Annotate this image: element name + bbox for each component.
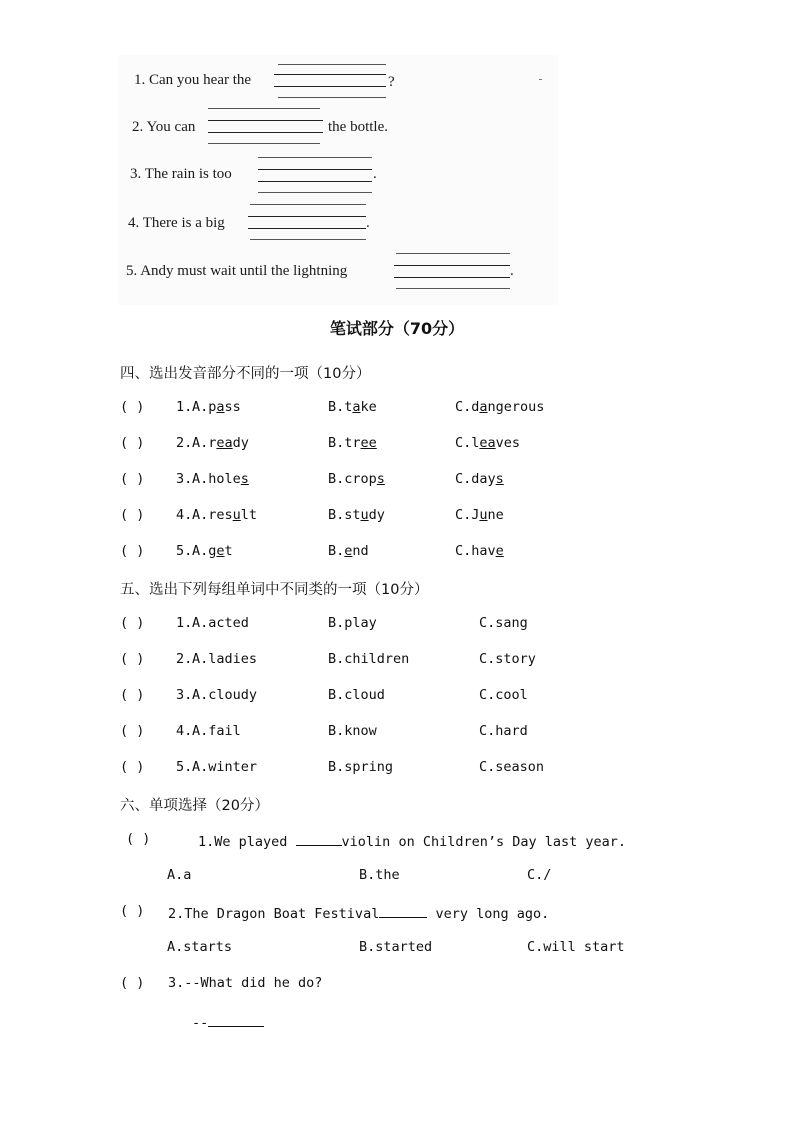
option-c[interactable]: C.story	[479, 651, 536, 667]
underlined-part: u	[232, 507, 241, 523]
option-a[interactable]	[192, 471, 249, 487]
item-number: 5.	[176, 759, 193, 775]
option-b[interactable]: B.play	[328, 615, 377, 631]
answer-line	[208, 143, 320, 144]
item-number: 3.	[130, 166, 142, 182]
word-part: dy	[368, 507, 385, 523]
item-number: 1.	[176, 399, 193, 415]
stem-start: 1.We played	[198, 834, 296, 850]
item-text: Andy must wait until the lightning	[140, 263, 348, 279]
listening-item-4	[128, 215, 225, 232]
answer-line	[258, 169, 372, 170]
option-b[interactable]: B.spring	[328, 759, 394, 775]
option-b[interactable]: B.children	[328, 651, 410, 667]
option-b[interactable]	[328, 435, 377, 451]
answer-line	[208, 108, 320, 109]
answer-line	[394, 277, 510, 278]
word-part: A.g	[192, 543, 217, 559]
fill-blank[interactable]	[296, 831, 342, 846]
word-part: nd	[352, 543, 369, 559]
item-number: 2.	[176, 435, 193, 451]
written-section-title: 笔试部分（70分）	[329, 319, 465, 338]
listening-item-2	[132, 119, 195, 136]
answer-bracket[interactable]: ( )	[120, 507, 145, 523]
question-stem	[198, 831, 626, 850]
scan-mark	[539, 79, 542, 80]
answer-bracket[interactable]: ( )	[120, 975, 145, 991]
question-3-answer	[192, 1012, 264, 1031]
section5-heading: 五、选出下列每组单词中不同类的一项（10分）	[120, 582, 429, 598]
option-a[interactable]: A.ladies	[192, 651, 258, 667]
option-c[interactable]: C./	[527, 867, 552, 883]
answer-bracket[interactable]: ( )	[120, 399, 145, 415]
word-part: dy	[232, 435, 249, 451]
stem-end: violin on Children’s Day last year.	[341, 834, 627, 850]
answer-bracket[interactable]: ( )	[120, 903, 145, 919]
listening-item-3	[130, 166, 232, 183]
word-part: C.day	[455, 471, 496, 487]
option-c[interactable]: C.cool	[479, 687, 528, 703]
answer-bracket[interactable]: ( )	[120, 759, 145, 775]
answer-bracket[interactable]: ( )	[120, 687, 145, 703]
underlined-part: s	[240, 471, 249, 487]
word-part: B.st	[328, 507, 361, 523]
item-number: 4.	[176, 723, 193, 739]
item-end: the bottle.	[328, 119, 388, 135]
answer-line	[250, 204, 366, 205]
option-c[interactable]	[455, 435, 520, 451]
stem-start: 2.The Dragon Boat Festival	[168, 906, 380, 922]
fill-blank[interactable]	[379, 903, 427, 918]
option-b[interactable]: B.the	[359, 867, 400, 883]
word-part: A.hole	[192, 471, 241, 487]
word-part: C.l	[455, 435, 480, 451]
item-text: You can	[146, 119, 196, 135]
option-c[interactable]	[455, 471, 504, 487]
answer-bracket[interactable]: ( )	[126, 831, 151, 847]
answer-line	[248, 216, 366, 217]
item-number: 5.	[176, 543, 193, 559]
listening-item-1	[134, 72, 251, 89]
option-a[interactable]	[192, 543, 233, 559]
option-b[interactable]: B.cloud	[328, 687, 385, 703]
answer-bracket[interactable]: ( )	[120, 471, 145, 487]
answer-bracket[interactable]: ( )	[120, 435, 145, 451]
option-a[interactable]	[192, 507, 257, 523]
item-text: Can you hear the	[149, 72, 252, 88]
option-c[interactable]	[455, 543, 504, 559]
item-end: ?	[388, 74, 395, 90]
listening-item-5	[126, 263, 347, 280]
option-a[interactable]: A.cloudy	[192, 687, 258, 703]
option-b[interactable]	[328, 507, 385, 523]
option-c[interactable]: C.hard	[479, 723, 528, 739]
underlined-part: e	[216, 543, 225, 559]
underlined-part: ee	[360, 435, 377, 451]
word-part: B.	[328, 543, 345, 559]
item-end: .	[510, 263, 514, 279]
option-b[interactable]	[328, 471, 385, 487]
option-a[interactable]: A.acted	[192, 615, 249, 631]
option-a[interactable]	[192, 399, 241, 415]
item-end: .	[373, 166, 377, 182]
question-stem	[168, 903, 549, 922]
word-part: t	[224, 543, 233, 559]
underlined-part: s	[376, 471, 385, 487]
word-part: C.J	[455, 507, 480, 523]
underlined-part: a	[216, 399, 225, 415]
word-part: ngerous	[487, 399, 545, 415]
underlined-part: a	[352, 399, 361, 415]
fill-blank[interactable]	[208, 1012, 264, 1027]
answer-line	[208, 132, 323, 133]
item-number: 1.	[176, 615, 193, 631]
option-a[interactable]	[192, 435, 249, 451]
answer-line	[258, 192, 372, 193]
word-part: B.tr	[328, 435, 361, 451]
word-part: A.p	[192, 399, 217, 415]
item-number: 2.	[176, 651, 193, 667]
option-c[interactable]: C.will start	[527, 939, 625, 955]
answer-line	[258, 181, 372, 182]
item-end: .	[366, 215, 370, 231]
option-c[interactable]: C.season	[479, 759, 545, 775]
option-a[interactable]: A.starts	[167, 939, 233, 955]
option-c[interactable]	[455, 507, 504, 523]
word-part: B.crop	[328, 471, 377, 487]
answer-line	[248, 228, 366, 229]
item-number: 5.	[126, 263, 138, 279]
word-part: ne	[487, 507, 504, 523]
item-number: 3.	[176, 687, 193, 703]
option-a[interactable]: A.a	[167, 867, 192, 883]
word-part: C.hav	[455, 543, 496, 559]
question-stem: 3.--What did he do?	[168, 975, 323, 991]
word-part: lt	[240, 507, 258, 523]
answer-line	[278, 64, 386, 65]
underlined-part: a	[479, 399, 488, 415]
word-part: C.d	[455, 399, 480, 415]
underlined-part: u	[360, 507, 369, 523]
underlined-part: s	[495, 471, 504, 487]
answer-bracket[interactable]: ( )	[120, 543, 145, 559]
answer-bracket[interactable]: ( )	[120, 615, 145, 631]
word-part: ke	[360, 399, 377, 415]
answer-line	[258, 157, 372, 158]
answer-prefix: --	[192, 1015, 209, 1031]
section6-heading: 六、单项选择（20分）	[120, 798, 269, 814]
item-number: 4.	[128, 215, 140, 231]
option-c[interactable]	[455, 399, 544, 415]
answer-bracket[interactable]: ( )	[120, 723, 145, 739]
word-part: ss	[224, 399, 241, 415]
option-a[interactable]: A.fail	[192, 723, 241, 739]
item-number: 4.	[176, 507, 193, 523]
item-text: The rain is too	[144, 166, 232, 182]
answer-line	[394, 265, 510, 266]
option-a[interactable]: A.winter	[192, 759, 258, 775]
word-part: A.res	[192, 507, 233, 523]
answer-line	[396, 253, 510, 254]
option-b[interactable]	[328, 399, 377, 415]
item-number: 2.	[132, 119, 144, 135]
option-b[interactable]: B.started	[359, 939, 433, 955]
listening-scan	[118, 55, 558, 305]
underlined-part: e	[495, 543, 504, 559]
word-part: A.r	[192, 435, 217, 451]
underlined-part: u	[479, 507, 488, 523]
option-b[interactable]	[328, 543, 369, 559]
answer-line	[208, 120, 323, 121]
word-part: B.t	[328, 399, 353, 415]
stem-end: very long ago.	[427, 906, 550, 922]
answer-line	[278, 97, 386, 98]
word-part: ves	[495, 435, 521, 451]
answer-line	[274, 74, 386, 75]
option-c[interactable]: C.sang	[479, 615, 528, 631]
section4-heading: 四、选出发音部分不同的一项（10分）	[120, 366, 371, 382]
item-number: 1.	[134, 72, 146, 88]
item-number: 3.	[176, 471, 193, 487]
underlined-part: ea	[479, 435, 496, 451]
underlined-part: e	[344, 543, 353, 559]
item-text: There is a big	[142, 215, 225, 231]
answer-bracket[interactable]: ( )	[120, 651, 145, 667]
answer-line	[250, 239, 366, 240]
option-b[interactable]: B.know	[328, 723, 377, 739]
answer-line	[396, 288, 510, 289]
underlined-part: ea	[216, 435, 233, 451]
answer-line	[274, 86, 386, 87]
